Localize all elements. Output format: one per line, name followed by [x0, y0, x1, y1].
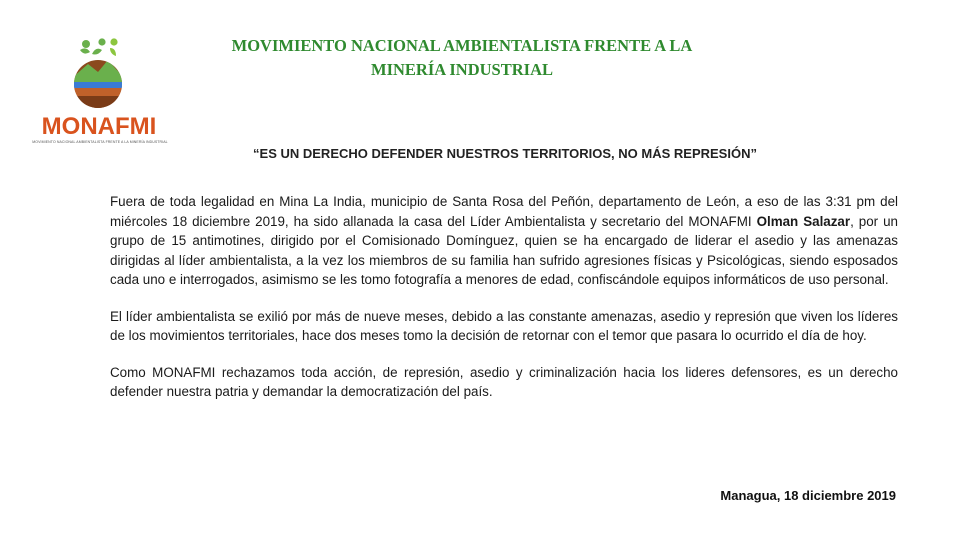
- paragraph-1-intro: Fuera de toda legalidad en Mina La India, municipio de Santa Rosa del Peñón, departamento de León, a eso de las 3:31 pm del miércoles 18 diciembre 2019, ha sido allanada la casa del Líder Ambientalista y secretario del MONAFMI: [110, 194, 898, 229]
- paragraph-1: [110, 192, 898, 290]
- statement-headline: “ES UN DERECHO DEFENDER NUESTROS TERRITORIOS, NO MÁS REPRESIÓN”: [253, 146, 757, 161]
- signature-date: Managua, 18 diciembre 2019: [720, 488, 896, 503]
- leader-name: Olman Salazar: [756, 213, 851, 229]
- person-head-icon: [98, 38, 105, 45]
- paragraph-1-rest: , por un grupo de 15 antimotines, dirigido por el Comisionado Domínguez, quien se ha encargado de liderar el asedio y las amenazas dirigidas al líder ambientalista, a la vez los miembros de su familia han sufrido agresiones físicas y Psicológicas, siendo esposados cada uno e interrogados, asimismo se les tomo fotografía a menores de edad, confiscándole equipos informáticos de uso personal.: [110, 213, 898, 287]
- earth-hill-icon: [58, 36, 142, 112]
- organization-title: [212, 34, 712, 82]
- monafmi-logo: [30, 36, 170, 148]
- paragraph-2: El líder ambientalista se exilió por más de nueve meses, debido a las constante amenazas, asedio y represión que viven los líderes de los movimientos territoriales, hace dos meses tomo la decisión de retornar con el temor que pasara lo ocurrido el día de hoy.: [110, 308, 898, 343]
- logo-wordmark: MONAFMI: [41, 113, 157, 140]
- statement-body: [110, 192, 898, 419]
- sprout-leaf-icon: [82, 40, 90, 48]
- person-head-icon: [110, 38, 117, 45]
- logo-tagline: MOVIMIENTO NACIONAL AMBIENTALISTA FRENTE A LA MINERÍA INDUSTRIAL: [32, 140, 168, 144]
- paragraph-3: Como MONAFMI rechazamos toda acción, de represión, asedio y criminalización hacia los lideres defensores, es un derecho defender nuestra patria y demandar la democratización del país.: [110, 364, 898, 399]
- organization-title-line2: MINERÍA INDUSTRIAL: [371, 60, 553, 79]
- organization-title-line1: MOVIMIENTO NACIONAL AMBIENTALISTA FRENTE A LA: [231, 36, 693, 55]
